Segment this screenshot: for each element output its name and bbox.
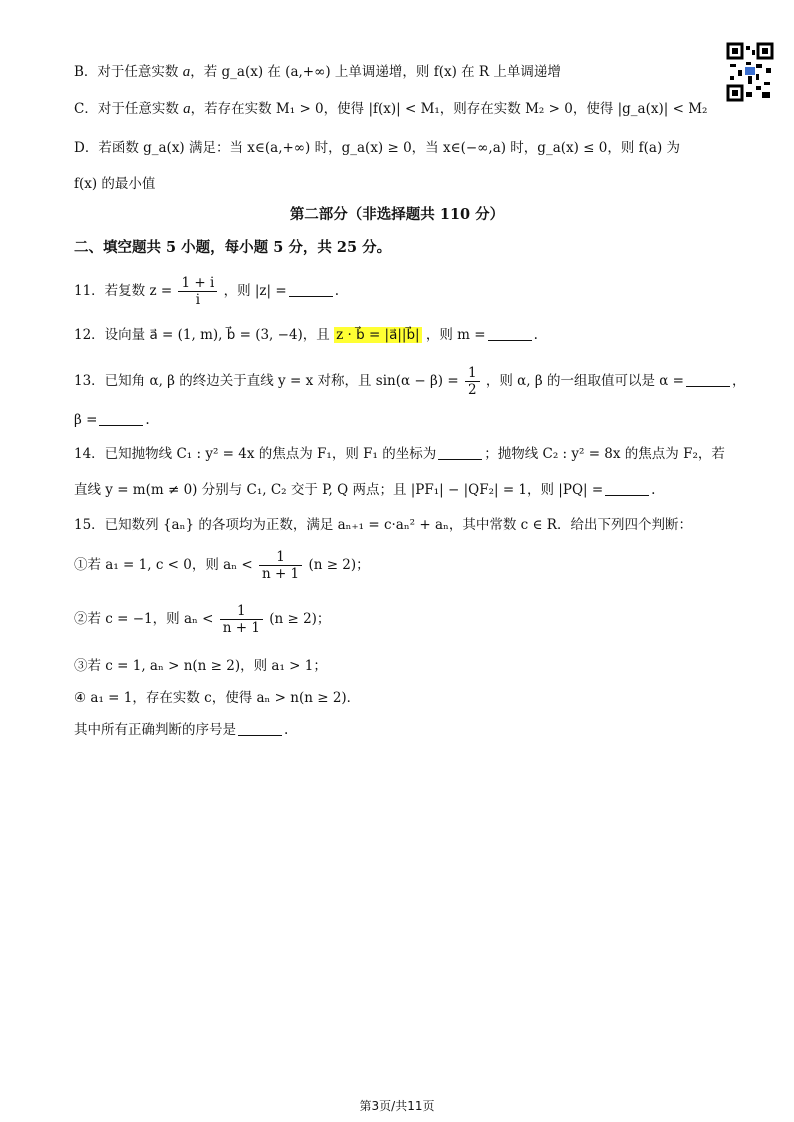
question-14-continued: 直线 y = m(m ≠ 0) 分别与 C₁, C₂ 交于 P, Q 两点；且 |PF₁| − |QF₂| = 1，则 |PQ| = . bbox=[74, 482, 656, 498]
question-14: 14．已知抛物线 C₁ : y² = 4x 的焦点为 F₁，则 F₁ 的坐标为 ；抛物线 C₂ : y² = 8x 的焦点为 F₂，若 bbox=[74, 446, 725, 462]
answer-blank bbox=[488, 326, 532, 341]
judgment-3: ③若 c = 1, aₙ > n(n ≥ 2)，则 a₁ > 1； bbox=[74, 658, 327, 674]
judgment-4: ④ a₁ = 1，存在实数 c，使得 aₙ > n(n ≥ 2)． bbox=[74, 690, 361, 706]
fraction: $\frac{1 + i}{i}$ bbox=[178, 275, 217, 308]
fraction: $\frac{1}{n + 1}$ bbox=[259, 549, 302, 582]
judgment-2: ②若 c = −1，则 aₙ < $\frac{1}{n + 1}$ (n ≥ 2)； bbox=[74, 603, 331, 636]
answer-blank bbox=[238, 721, 282, 736]
question-11: 11．若复数 z = $\frac{1 + i}{i}$ ，则 |z| = . bbox=[74, 275, 339, 308]
answer-blank bbox=[289, 282, 333, 297]
highlighted-formula: z · b⃗ = |a⃗||b⃗| bbox=[336, 327, 420, 343]
answer-blank bbox=[99, 411, 143, 426]
question-13: 13．已知角 α, β 的终边关于直线 y = x 对称，且 sin(α − β) = $\frac{1}{2}$ ，则 α, β 的一组取值可以是 α = ， bbox=[74, 365, 746, 398]
option-d-continued: f(x) 的最小值 bbox=[74, 176, 156, 192]
section-title: 第二部分（非选择题共 110 分） bbox=[289, 206, 505, 223]
question-15: 15．已知数列 {aₙ} 的各项均为正数，满足 aₙ₊₁ = c·aₙ² + aₙ，其中常数 c ∈ R．给出下列四个判断： bbox=[74, 517, 692, 533]
answer-blank bbox=[605, 481, 649, 496]
page-number: 第3页/共11页 bbox=[359, 1099, 435, 1113]
option-b: B．对于任意实数 a，若 g_a(x) 在 (a,+∞) 上单调递增，则 f(x) 在 R 上单调递增 bbox=[74, 64, 561, 80]
answer-blank bbox=[438, 445, 482, 460]
question-12: 12．设向量 a⃗ = (1, m), b⃗ = (3, −4)，且 z · b⃗ = |a⃗||b⃗| ，则 m = . bbox=[74, 327, 538, 343]
fraction: $\frac{1}{n + 1}$ bbox=[220, 603, 263, 636]
qr-code-icon bbox=[726, 42, 774, 102]
option-c: C．对于任意实数 a，若存在实数 M₁ > 0，使得 |f(x)| < M₁，则存在实数 M₂ > 0，使得 |g_a(x)| < M₂ bbox=[74, 101, 708, 117]
option-d: D．若函数 g_a(x) 满足：当 x∈(a,+∞) 时，g_a(x) ≥ 0，当 x∈(−∞,a) 时，g_a(x) ≤ 0，则 f(a) 为 bbox=[74, 140, 681, 156]
answer-blank bbox=[686, 372, 730, 387]
question-13-continued: β = . bbox=[74, 412, 150, 428]
judgment-1: ①若 a₁ = 1, c < 0，则 aₙ < $\frac{1}{n + 1}$ (n ≥ 2)； bbox=[74, 549, 370, 582]
section-heading: 二、填空题共 5 小题，每小题 5 分，共 25 分。 bbox=[74, 239, 392, 256]
fraction: $\frac{1}{2}$ bbox=[465, 365, 480, 398]
question-15-ask: 其中所有正确判断的序号是 . bbox=[74, 722, 289, 738]
